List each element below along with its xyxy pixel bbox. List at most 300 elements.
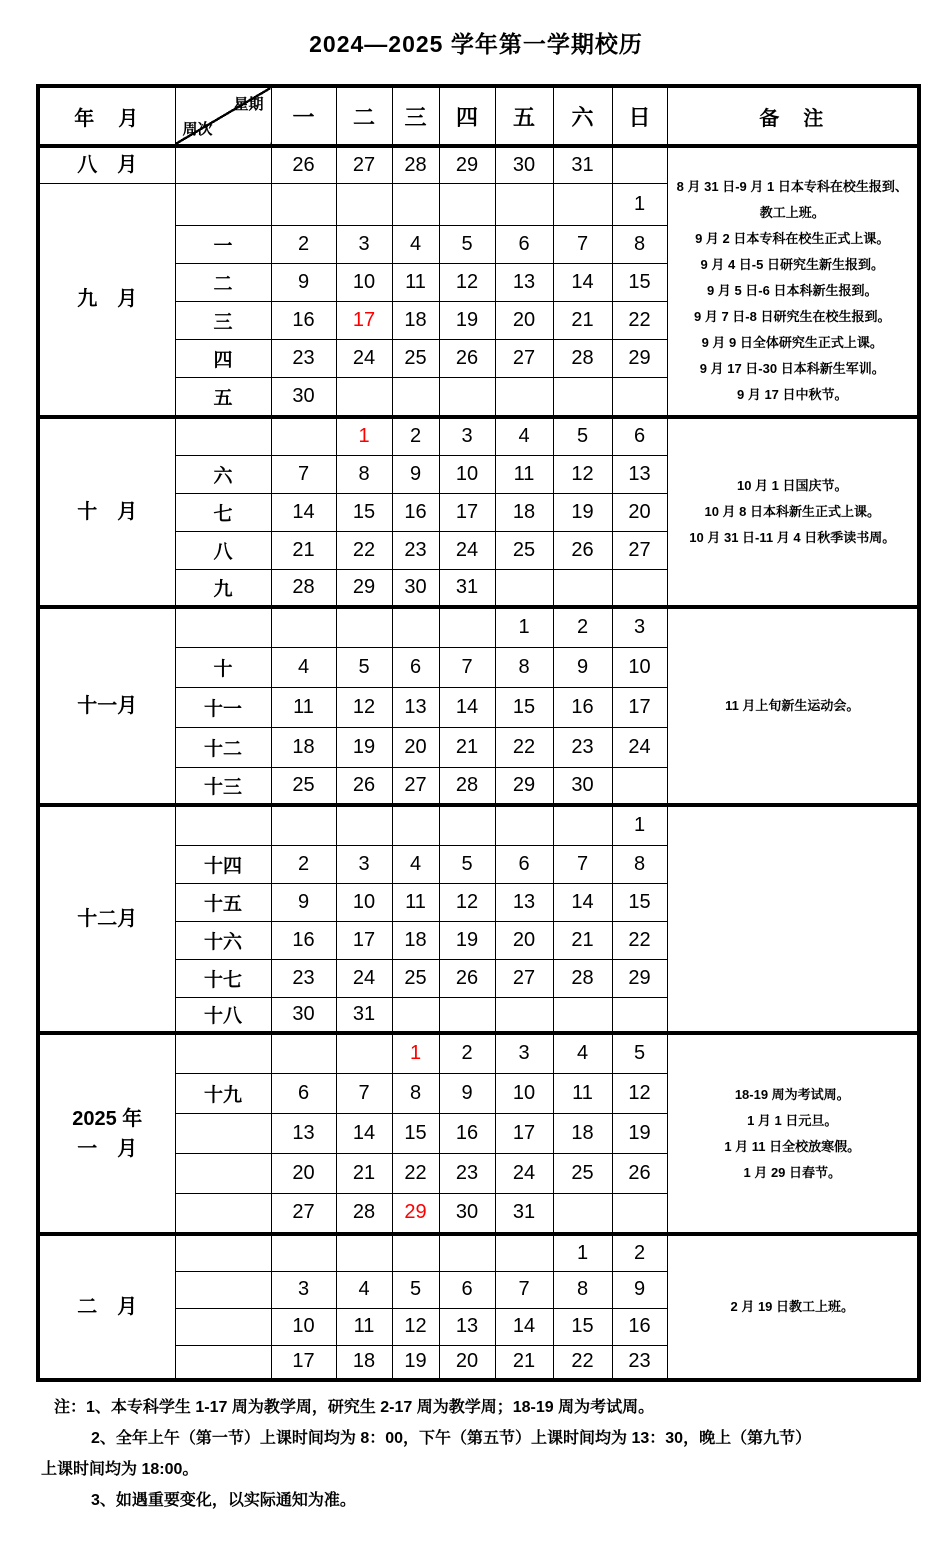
day-cell: 6 <box>439 1271 495 1308</box>
footnote-line: 注：1、本专科学生 1-17 周为教学周，研究生 2-17 周为教学周；18-19 周为考试周。 <box>54 1399 655 1416</box>
day-cell: 18 <box>495 493 553 531</box>
day-cell: 22 <box>612 301 667 339</box>
week-number-cell: 十六 <box>175 921 271 959</box>
day-cell: 26 <box>439 959 495 997</box>
remark-line: 11 月上旬新生运动会。 <box>725 698 860 713</box>
day-cell: 16 <box>439 1113 495 1153</box>
week-number-cell: 四 <box>175 339 271 377</box>
day-cell: 5 <box>553 417 612 455</box>
day-cell: 1 <box>336 417 392 455</box>
day-cell: 10 <box>495 1073 553 1113</box>
day-cell: 2 <box>553 607 612 647</box>
diagonal-header-cell <box>175 86 271 146</box>
week-number-cell <box>175 1033 271 1073</box>
day-cell: 28 <box>336 1193 392 1234</box>
remark-line: 9 月 9 日全体研究生正式上课。 <box>701 335 883 350</box>
weekday-header-tue: 二 <box>336 86 392 146</box>
day-cell: 22 <box>495 727 553 767</box>
day-cell: 6 <box>392 647 439 687</box>
day-cell: 24 <box>612 727 667 767</box>
day-cell: 15 <box>392 1113 439 1153</box>
day-cell: 19 <box>439 301 495 339</box>
day-cell: 25 <box>271 767 336 805</box>
day-cell <box>612 1193 667 1234</box>
day-cell: 27 <box>495 959 553 997</box>
day-cell <box>612 146 667 183</box>
day-cell: 2 <box>392 417 439 455</box>
day-cell: 28 <box>271 569 336 607</box>
day-cell: 30 <box>439 1193 495 1234</box>
weekday-header-thu: 四 <box>439 86 495 146</box>
remarks-cell <box>667 1234 919 1380</box>
week-number-cell: 十一 <box>175 687 271 727</box>
day-cell: 23 <box>271 959 336 997</box>
remark-line: 9 月 4 日-5 日研究生新生报到。 <box>700 257 884 272</box>
day-cell: 2 <box>439 1033 495 1073</box>
day-cell: 16 <box>271 921 336 959</box>
day-cell: 26 <box>553 531 612 569</box>
day-cell: 7 <box>439 647 495 687</box>
day-cell <box>336 1033 392 1073</box>
footnote-line: 2、全年上午（第一节）上课时间均为 8：00，下午（第五节）上课时间均为 13：30，晚上（第九节） <box>91 1430 812 1447</box>
day-cell <box>392 183 439 225</box>
year-month-header: 年 月 <box>38 86 175 146</box>
day-cell: 22 <box>336 531 392 569</box>
footnote-line: 3、如遇重要变化，以实际通知为准。 <box>91 1492 356 1509</box>
day-cell: 11 <box>495 455 553 493</box>
day-cell: 26 <box>336 767 392 805</box>
day-cell: 7 <box>271 455 336 493</box>
day-cell: 23 <box>271 339 336 377</box>
day-cell: 12 <box>439 883 495 921</box>
day-cell: 6 <box>271 1073 336 1113</box>
day-cell: 28 <box>392 146 439 183</box>
day-cell: 14 <box>271 493 336 531</box>
day-cell <box>271 805 336 845</box>
day-cell: 19 <box>553 493 612 531</box>
day-cell <box>439 997 495 1033</box>
remark-line: 9 月 17 日-30 日本科新生军训。 <box>699 361 885 376</box>
week-number-cell <box>175 183 271 225</box>
day-cell: 11 <box>271 687 336 727</box>
day-cell: 30 <box>392 569 439 607</box>
day-cell: 17 <box>271 1345 336 1380</box>
remark-line: 9 月 7 日-8 日研究生在校生报到。 <box>694 309 891 324</box>
day-cell: 14 <box>553 883 612 921</box>
calendar-row <box>38 805 919 845</box>
day-cell: 13 <box>439 1308 495 1345</box>
week-number-cell: 十八 <box>175 997 271 1033</box>
day-cell: 18 <box>336 1345 392 1380</box>
day-cell: 4 <box>495 417 553 455</box>
day-cell <box>553 569 612 607</box>
day-cell <box>336 1234 392 1271</box>
day-cell: 7 <box>553 225 612 263</box>
day-cell: 28 <box>439 767 495 805</box>
day-cell: 25 <box>495 531 553 569</box>
footnotes <box>41 1392 921 1516</box>
day-cell: 21 <box>271 531 336 569</box>
week-number-cell: 十二 <box>175 727 271 767</box>
day-cell: 5 <box>336 647 392 687</box>
day-cell: 13 <box>495 883 553 921</box>
remark-line: 1 月 1 日元旦。 <box>747 1112 838 1128</box>
month-label: 二 月 <box>77 1296 138 1318</box>
day-cell: 17 <box>495 1113 553 1153</box>
day-cell: 22 <box>392 1153 439 1193</box>
day-cell <box>392 377 439 417</box>
remark-line: 1 月 29 日春节。 <box>743 1164 842 1180</box>
week-number-cell: 五 <box>175 377 271 417</box>
day-cell: 28 <box>553 339 612 377</box>
day-cell: 9 <box>612 1271 667 1308</box>
week-number-cell: 十四 <box>175 845 271 883</box>
remark-line: 9 月 2 日本专科在校生正式上课。 <box>695 231 890 246</box>
day-cell: 26 <box>271 146 336 183</box>
day-cell: 27 <box>495 339 553 377</box>
week-number-cell <box>175 1271 271 1308</box>
day-cell <box>553 183 612 225</box>
day-cell: 26 <box>612 1153 667 1193</box>
day-cell: 15 <box>336 493 392 531</box>
day-cell <box>612 377 667 417</box>
day-cell: 9 <box>439 1073 495 1113</box>
day-cell: 2 <box>271 225 336 263</box>
remarks-cell <box>667 1033 919 1234</box>
remarks-cell <box>667 417 919 607</box>
calendar-row <box>38 1033 919 1073</box>
month-cell <box>38 607 175 805</box>
day-cell: 31 <box>336 997 392 1033</box>
month-label: 九 月 <box>77 288 138 311</box>
day-cell: 1 <box>392 1033 439 1073</box>
day-cell: 12 <box>553 455 612 493</box>
day-cell: 3 <box>336 225 392 263</box>
day-cell: 21 <box>553 301 612 339</box>
day-cell: 5 <box>392 1271 439 1308</box>
day-cell: 18 <box>392 301 439 339</box>
day-cell: 5 <box>439 225 495 263</box>
day-cell: 6 <box>612 417 667 455</box>
remark-line: 9 月 17 日中秋节。 <box>736 387 848 402</box>
week-number-cell: 十 <box>175 647 271 687</box>
week-number-cell <box>175 1308 271 1345</box>
day-cell: 15 <box>553 1308 612 1345</box>
day-cell: 6 <box>495 845 553 883</box>
day-cell: 21 <box>439 727 495 767</box>
day-cell: 28 <box>553 959 612 997</box>
day-cell <box>439 377 495 417</box>
footnote-line: 上课时间均为 18:00。 <box>41 1461 199 1478</box>
week-number-cell <box>175 1153 271 1193</box>
day-cell <box>612 767 667 805</box>
day-cell: 21 <box>336 1153 392 1193</box>
day-cell: 18 <box>553 1113 612 1153</box>
day-cell <box>612 997 667 1033</box>
day-cell <box>271 607 336 647</box>
day-cell: 24 <box>336 959 392 997</box>
day-cell: 17 <box>439 493 495 531</box>
day-cell: 29 <box>495 767 553 805</box>
day-cell: 11 <box>553 1073 612 1113</box>
day-cell: 27 <box>336 146 392 183</box>
day-cell <box>439 805 495 845</box>
day-cell: 3 <box>612 607 667 647</box>
week-number-cell: 三 <box>175 301 271 339</box>
weekday-header-mon: 一 <box>271 86 336 146</box>
day-cell <box>439 607 495 647</box>
day-cell: 10 <box>336 263 392 301</box>
day-cell: 8 <box>495 647 553 687</box>
day-cell: 30 <box>553 767 612 805</box>
remark-line: 10 月 1 日国庆节。 <box>736 478 848 493</box>
calendar-table <box>36 84 921 1382</box>
week-number-cell <box>175 417 271 455</box>
page-title: 2024—2025 学年第一学期校历 <box>309 31 643 57</box>
remark-line: 教工上班。 <box>759 205 825 220</box>
day-cell: 9 <box>553 647 612 687</box>
weekday-diagonal-label: 星期 <box>233 96 264 113</box>
calendar-row <box>38 417 919 455</box>
weekday-header-fri: 五 <box>495 86 553 146</box>
day-cell: 16 <box>392 493 439 531</box>
day-cell <box>495 997 553 1033</box>
week-number-cell: 六 <box>175 455 271 493</box>
day-cell: 17 <box>336 921 392 959</box>
day-cell: 19 <box>336 727 392 767</box>
day-cell: 13 <box>271 1113 336 1153</box>
day-cell: 26 <box>439 339 495 377</box>
month-label: 一 月 <box>77 1137 138 1160</box>
day-cell: 29 <box>612 959 667 997</box>
day-cell: 19 <box>612 1113 667 1153</box>
day-cell: 1 <box>612 805 667 845</box>
week-number-cell <box>175 146 271 183</box>
month-label: 十 月 <box>77 501 138 523</box>
day-cell: 17 <box>612 687 667 727</box>
day-cell: 7 <box>336 1073 392 1113</box>
day-cell: 4 <box>336 1271 392 1308</box>
day-cell: 29 <box>439 146 495 183</box>
day-cell: 12 <box>439 263 495 301</box>
week-number-cell <box>175 1234 271 1271</box>
week-number-cell: 八 <box>175 531 271 569</box>
day-cell: 14 <box>439 687 495 727</box>
day-cell <box>271 1033 336 1073</box>
day-cell: 13 <box>612 455 667 493</box>
day-cell: 23 <box>612 1345 667 1380</box>
day-cell: 16 <box>612 1308 667 1345</box>
day-cell: 3 <box>439 417 495 455</box>
day-cell: 19 <box>439 921 495 959</box>
day-cell: 13 <box>495 263 553 301</box>
day-cell: 27 <box>271 1193 336 1234</box>
day-cell <box>439 183 495 225</box>
day-cell: 21 <box>553 921 612 959</box>
day-cell <box>612 569 667 607</box>
remark-line: 8 月 31 日-9 月 1 日本专科在校生报到、 <box>676 179 908 194</box>
day-cell: 1 <box>553 1234 612 1271</box>
day-cell: 6 <box>495 225 553 263</box>
day-cell: 23 <box>553 727 612 767</box>
day-cell: 15 <box>612 883 667 921</box>
day-cell <box>392 607 439 647</box>
week-number-cell <box>175 1113 271 1153</box>
day-cell: 7 <box>495 1271 553 1308</box>
day-cell: 10 <box>271 1308 336 1345</box>
remark-line: 18-19 周为考试周。 <box>734 1086 850 1102</box>
day-cell: 1 <box>495 607 553 647</box>
day-cell: 22 <box>612 921 667 959</box>
day-cell: 27 <box>612 531 667 569</box>
calendar-row <box>38 1234 919 1271</box>
remarks-cell <box>667 146 919 417</box>
day-cell: 20 <box>439 1345 495 1380</box>
day-cell: 9 <box>271 263 336 301</box>
day-cell: 3 <box>271 1271 336 1308</box>
week-number-diagonal-label: 周次 <box>182 121 213 138</box>
day-cell: 16 <box>271 301 336 339</box>
week-number-cell: 十五 <box>175 883 271 921</box>
day-cell: 3 <box>336 845 392 883</box>
week-number-cell <box>175 1345 271 1380</box>
day-cell: 19 <box>392 1345 439 1380</box>
week-number-cell: 十三 <box>175 767 271 805</box>
remark-line: 9 月 5 日-6 日本科新生报到。 <box>707 283 878 298</box>
day-cell: 1 <box>612 183 667 225</box>
day-cell: 20 <box>271 1153 336 1193</box>
month-label: 十二月 <box>77 908 138 930</box>
day-cell: 4 <box>553 1033 612 1073</box>
weekday-header-sat: 六 <box>553 86 612 146</box>
week-number-cell: 七 <box>175 493 271 531</box>
remark-line: 1 月 11 日全校放寒假。 <box>724 1138 861 1154</box>
day-cell: 9 <box>271 883 336 921</box>
day-cell: 11 <box>336 1308 392 1345</box>
day-cell: 20 <box>495 921 553 959</box>
day-cell <box>392 997 439 1033</box>
day-cell: 2 <box>612 1234 667 1271</box>
day-cell: 25 <box>392 339 439 377</box>
day-cell: 12 <box>392 1308 439 1345</box>
day-cell: 10 <box>612 647 667 687</box>
day-cell: 18 <box>271 727 336 767</box>
month-cell <box>38 183 175 417</box>
calendar-page <box>0 30 952 1542</box>
day-cell <box>392 805 439 845</box>
remark-line: 10 月 8 日本科新生正式上课。 <box>704 504 881 519</box>
day-cell: 31 <box>553 146 612 183</box>
remarks-cell <box>667 805 919 1033</box>
day-cell: 24 <box>439 531 495 569</box>
day-cell: 8 <box>612 845 667 883</box>
day-cell: 14 <box>336 1113 392 1153</box>
week-number-cell: 十七 <box>175 959 271 997</box>
month-cell <box>38 417 175 607</box>
day-cell: 30 <box>495 146 553 183</box>
week-number-cell: 九 <box>175 569 271 607</box>
day-cell: 4 <box>392 225 439 263</box>
day-cell: 31 <box>495 1193 553 1234</box>
day-cell <box>271 417 336 455</box>
day-cell <box>439 1234 495 1271</box>
day-cell: 15 <box>495 687 553 727</box>
day-cell: 14 <box>495 1308 553 1345</box>
month-cell <box>38 1234 175 1380</box>
day-cell <box>336 377 392 417</box>
month-cell <box>38 1033 175 1234</box>
day-cell: 30 <box>271 997 336 1033</box>
day-cell <box>336 805 392 845</box>
day-cell: 13 <box>392 687 439 727</box>
day-cell: 3 <box>495 1033 553 1073</box>
day-cell: 8 <box>392 1073 439 1113</box>
day-cell: 12 <box>336 687 392 727</box>
day-cell: 14 <box>553 263 612 301</box>
day-cell: 10 <box>336 883 392 921</box>
day-cell <box>495 183 553 225</box>
day-cell <box>495 377 553 417</box>
day-cell: 15 <box>612 263 667 301</box>
day-cell <box>553 805 612 845</box>
day-cell: 29 <box>392 1193 439 1234</box>
day-cell: 25 <box>392 959 439 997</box>
calendar-row <box>38 607 919 647</box>
day-cell: 17 <box>336 301 392 339</box>
remark-line: 2 月 19 日教工上班。 <box>730 1299 855 1314</box>
day-cell: 4 <box>271 647 336 687</box>
day-cell: 20 <box>392 727 439 767</box>
day-cell: 8 <box>612 225 667 263</box>
remark-line: 10 月 31 日-11 月 4 日秋季读书周。 <box>689 530 896 545</box>
day-cell: 10 <box>439 455 495 493</box>
day-cell: 7 <box>553 845 612 883</box>
day-cell: 11 <box>392 883 439 921</box>
month-label: 十一月 <box>77 695 138 717</box>
day-cell: 23 <box>392 531 439 569</box>
day-cell <box>336 607 392 647</box>
week-number-cell: 一 <box>175 225 271 263</box>
day-cell: 11 <box>392 263 439 301</box>
day-cell: 30 <box>271 377 336 417</box>
week-number-cell <box>175 1193 271 1234</box>
day-cell <box>271 183 336 225</box>
header-row <box>38 86 919 146</box>
day-cell: 18 <box>392 921 439 959</box>
day-cell <box>495 805 553 845</box>
month-cell <box>38 805 175 1033</box>
day-cell: 31 <box>439 569 495 607</box>
day-cell: 22 <box>553 1345 612 1380</box>
day-cell <box>553 1193 612 1234</box>
day-cell <box>392 1234 439 1271</box>
month-cell <box>38 146 175 183</box>
week-number-cell <box>175 805 271 845</box>
day-cell: 21 <box>495 1345 553 1380</box>
day-cell: 29 <box>612 339 667 377</box>
remarks-header: 备 注 <box>667 86 919 146</box>
day-cell: 16 <box>553 687 612 727</box>
day-cell: 9 <box>392 455 439 493</box>
day-cell: 23 <box>439 1153 495 1193</box>
day-cell: 20 <box>495 301 553 339</box>
day-cell: 2 <box>271 845 336 883</box>
day-cell: 5 <box>439 845 495 883</box>
day-cell: 8 <box>553 1271 612 1308</box>
remarks-cell <box>667 607 919 805</box>
day-cell: 8 <box>336 455 392 493</box>
day-cell: 25 <box>553 1153 612 1193</box>
